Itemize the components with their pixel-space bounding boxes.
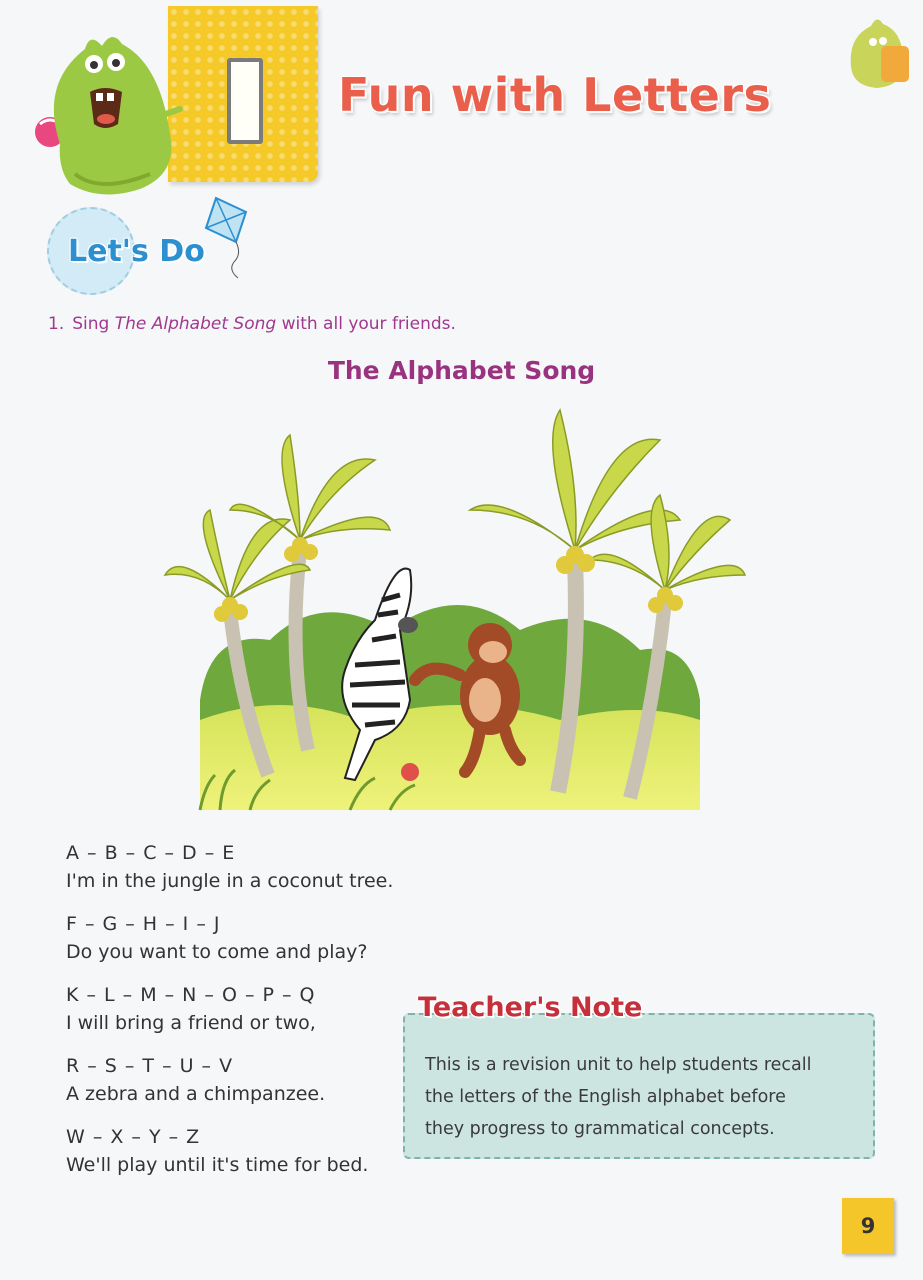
activity-number: 1.: [48, 314, 65, 334]
note-line: the letters of the English alphabet before: [425, 1087, 786, 1107]
verse-letters: A – B – C – D – E: [66, 842, 236, 864]
verse-line: I will bring a friend or two,: [66, 1012, 316, 1034]
jungle-illustration: [160, 400, 750, 815]
page-number: 9: [860, 1214, 876, 1238]
verse: [66, 982, 426, 1038]
verse-letters: K – L – M – N – O – P – Q: [66, 984, 316, 1006]
song-lyrics: [66, 840, 426, 1195]
verse: [66, 911, 426, 967]
unit-number: [227, 58, 263, 144]
teachers-note-text: [425, 1049, 855, 1145]
instruction-text-after: with all your friends.: [281, 314, 456, 334]
verse-letters: F – G – H – I – J: [66, 913, 221, 935]
verse-line: We'll play until it's time for bed.: [66, 1154, 369, 1176]
verse: [66, 1124, 426, 1180]
activity-instruction: [48, 314, 456, 334]
green-monster-icon: [30, 24, 190, 204]
verse-line: Do you want to come and play?: [66, 941, 368, 963]
note-line: they progress to grammatical concepts.: [425, 1119, 775, 1139]
teachers-note-box: [403, 1013, 875, 1159]
instruction-song-name: The Alphabet Song: [114, 314, 277, 334]
teachers-note-heading: Teacher's Note: [418, 992, 643, 1023]
verse-line: I'm in the jungle in a coconut tree.: [66, 870, 394, 892]
instruction-text-before: Sing: [72, 314, 110, 334]
verse-letters: W – X – Y – Z: [66, 1126, 201, 1148]
verse: [66, 1053, 426, 1109]
note-line: This is a revision unit to help students recall: [425, 1055, 812, 1075]
song-title: The Alphabet Song: [327, 356, 596, 385]
kite-icon: [202, 194, 254, 280]
unit-title: Fun with Letters: [338, 68, 772, 122]
verse-line: A zebra and a chimpanzee.: [66, 1083, 326, 1105]
verse: [66, 840, 426, 896]
verse-letters: R – S – T – U – V: [66, 1055, 234, 1077]
monster-corner-icon: [843, 12, 911, 92]
lets-do-label: Let's Do: [68, 234, 205, 269]
